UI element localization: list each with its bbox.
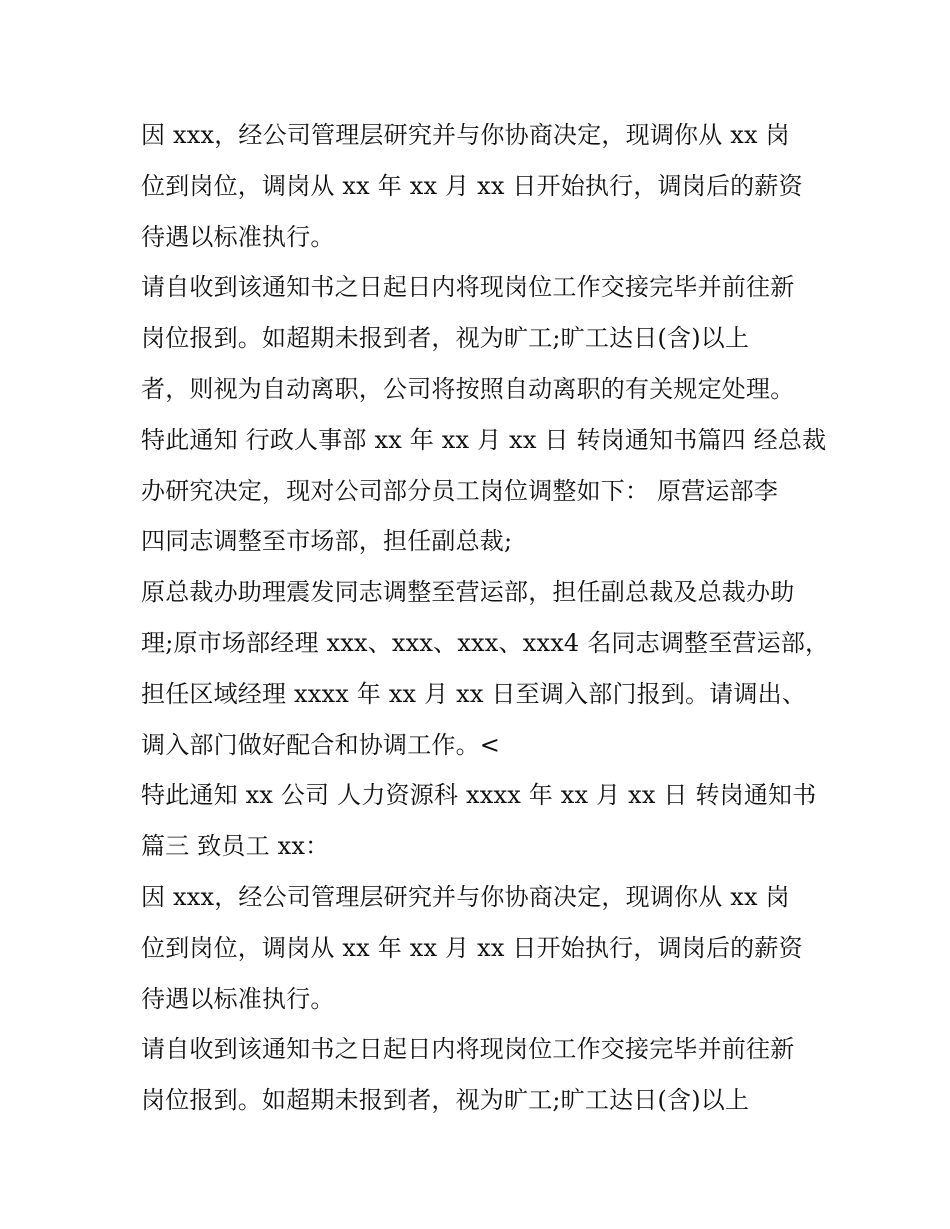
text-line: 因 xxx，经公司管理层研究并与你协商决定，现调你从 xx 岗 xyxy=(141,121,790,149)
document-body xyxy=(141,110,841,1126)
text-line: 调入部门做好配合和协调工作。< xyxy=(141,730,501,759)
text-line: 位到岗位，调岗从 xx 年 xx 月 xx 日开始执行，调岗后的薪资 xyxy=(141,933,803,962)
text-line: 特此通知 行政人事部 xx 年 xx 月 xx 日 转岗通知书篇四 经总裁 xyxy=(141,425,827,454)
text-line: 待遇以标准执行。 xyxy=(141,984,335,1013)
text-line: 四同志调整至市场部，担任副总裁; xyxy=(141,527,513,556)
text-line: 位到岗位，调岗从 xx 年 xx 月 xx 日开始执行，调岗后的薪资 xyxy=(141,171,803,200)
text-line: 待遇以标准执行。 xyxy=(141,222,335,251)
text-line: 岗位报到。如超期未报到者，视为旷工;旷工达日(含)以上 xyxy=(141,1086,750,1115)
text-line: 办研究决定，现对公司部分员工岗位调整如下： 原营运部李 xyxy=(141,476,779,505)
text-line: 因 xxx，经公司管理层研究并与你协商决定，现调你从 xx 岗 xyxy=(141,882,790,911)
text-line: 岗位报到。如超期未报到者，视为旷工;旷工达日(含)以上 xyxy=(141,324,750,353)
text-line: 篇三 致员工 xx： xyxy=(141,832,330,861)
text-line: 原总裁办助理震发同志调整至营运部，担任副总裁及总裁办助 xyxy=(141,578,795,607)
text-line: 特此通知 xx 公司 人力资源科 xxxx 年 xx 月 xx 日 转岗通知书 xyxy=(141,781,817,810)
text-line: 者，则视为自动离职，公司将按照自动离职的有关规定处理。 xyxy=(141,374,795,403)
text-line: 担任区域经理 xxxx 年 xx 月 xx 日至调入部门报到。请调出、 xyxy=(141,679,807,708)
text-line: 理;原市场部经理 xxx、xxx、xxx、xxx4 名同志调整至营运部， xyxy=(141,628,830,657)
text-line: 请自收到该通知书之日起日内将现岗位工作交接完毕并前往新 xyxy=(141,1035,795,1064)
text-line: 请自收到该通知书之日起日内将现岗位工作交接完毕并前往新 xyxy=(141,273,795,302)
